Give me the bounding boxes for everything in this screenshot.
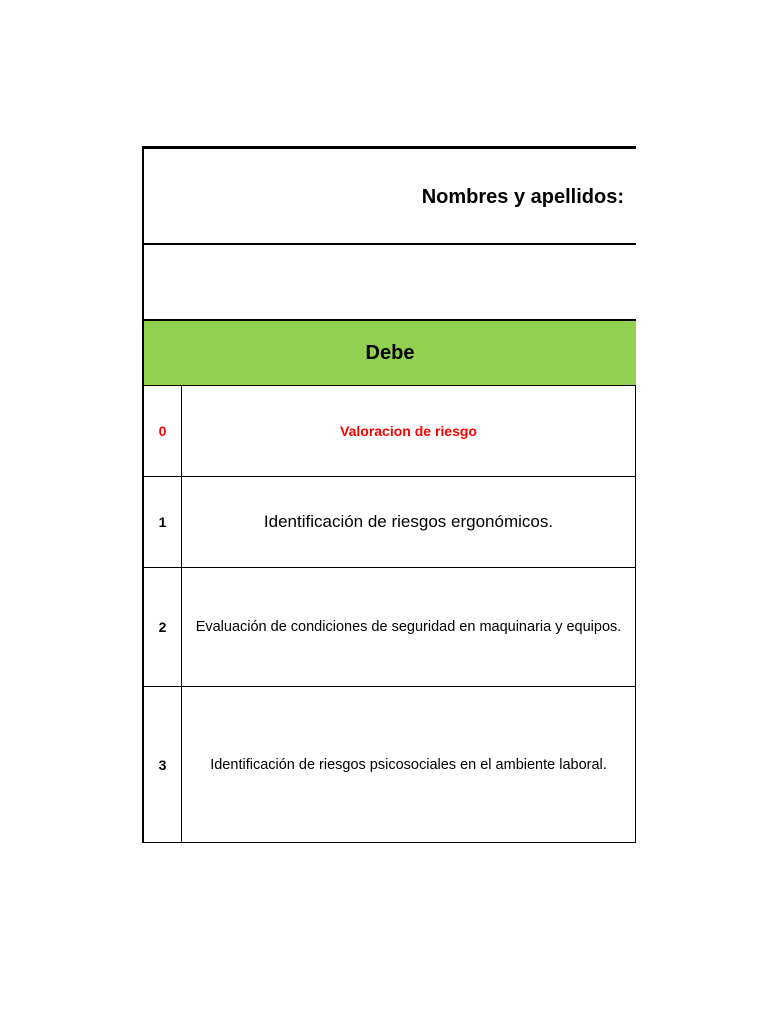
row-number: 3 xyxy=(144,687,182,842)
table-row xyxy=(144,568,636,687)
title-row xyxy=(144,149,636,245)
row-number: 0 xyxy=(144,386,182,476)
blank-name-row[interactable] xyxy=(144,245,636,321)
section-header-label: Debe xyxy=(365,341,415,364)
row-number: 2 xyxy=(144,568,182,686)
row-description: Evaluación de condiciones de seguridad en maquinaria y equipos. xyxy=(195,619,622,635)
row-description: Identificación de riesgos psicosociales en el ambiente laboral. xyxy=(210,756,607,773)
row-number: 1 xyxy=(144,477,182,567)
table-row xyxy=(144,687,636,843)
name-label: Nombres y apellidos: xyxy=(421,186,624,208)
row-description: Valoracion de riesgo xyxy=(340,423,477,439)
section-header-debe xyxy=(144,321,636,386)
row-description: Identificación de riesgos ergonómicos. xyxy=(263,512,554,531)
table-row xyxy=(144,386,636,477)
table-row xyxy=(144,477,636,568)
spreadsheet-table xyxy=(142,146,636,843)
